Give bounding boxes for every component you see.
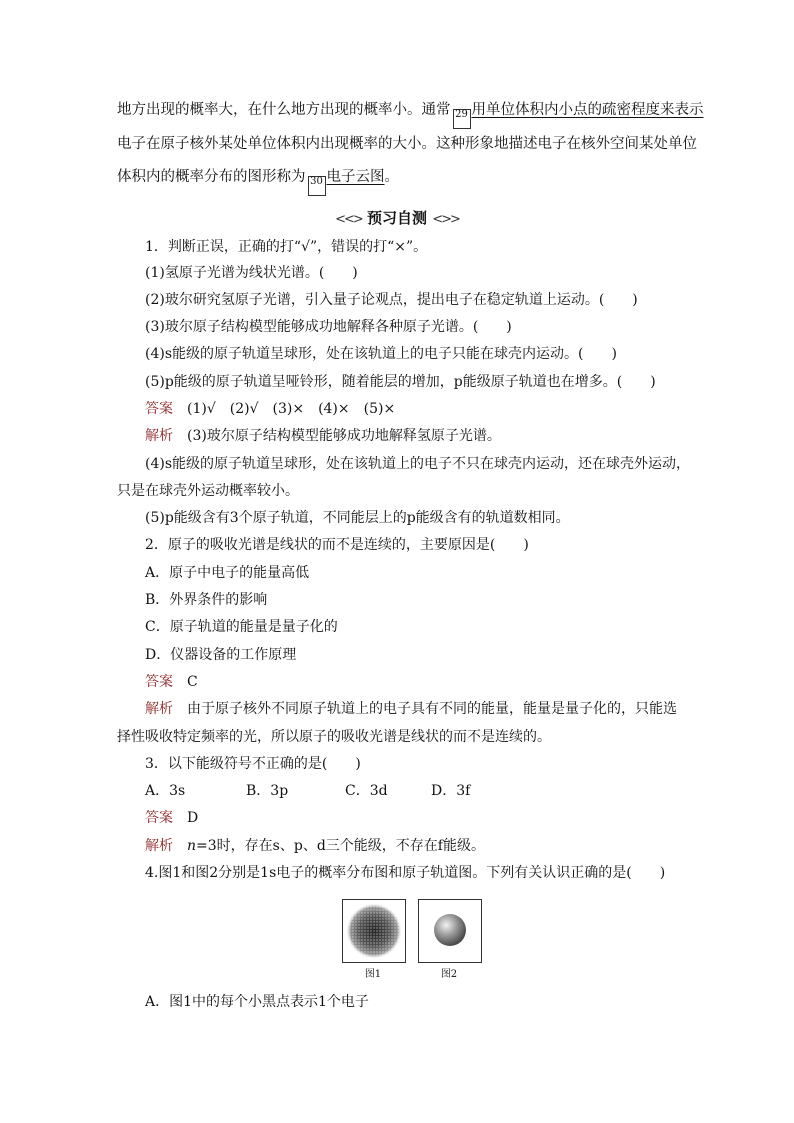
- electron-cloud-icon: [343, 900, 405, 962]
- intro-line-1: 地方出现的概率大，在什么地方出现的概率小。通常 29 用单位体积内小点的疏密程度来表示: [117, 100, 704, 129]
- q3-option-d: D．3f: [431, 783, 471, 799]
- q1-analysis-line: (4)s能级的原子轨道呈球形，处在该轨道上的电子不只在球壳内运动，还在球壳外运动，: [145, 456, 691, 472]
- q2-analysis: 解析 由于原子核外不同原子轨道上的电子具有不同的能量，能量是量子化的，只能选: [145, 701, 677, 717]
- q1-analysis: 解析 (3)玻尔原子结构模型能够成功地解释氢原子光谱。: [145, 428, 501, 444]
- sphere-icon: [419, 900, 481, 962]
- q1-item: (3)玻尔原子结构模型能够成功地解释各种原子光谱。( ): [145, 319, 512, 335]
- title-decoration-right: <>>: [432, 212, 459, 227]
- q1-analysis-line: 只是在球壳外运动概率较小。: [117, 483, 299, 499]
- q3-option-a: A．3s: [145, 783, 186, 799]
- figure-1-electron-cloud: [342, 899, 406, 963]
- q2-option-c: C．原子轨道的能量是量子化的: [145, 619, 338, 635]
- q3-option-b: B．3p: [246, 783, 289, 799]
- q1-item: (2)玻尔研究氢原子光谱，引入量子论观点，提出电子在稳定轨道上运动。( ): [145, 292, 638, 308]
- intro-line-3: 体积内的概率分布的图形称为 30 电子云图。: [117, 167, 399, 196]
- q4-stem: 4.图1和图2分别是1s电子的概率分布图和原子轨道图。下列有关认识正确的是( ): [145, 865, 666, 881]
- figure-2-orbital-sphere: [418, 899, 482, 963]
- section-title: <<> 预习自测 <>>: [335, 209, 459, 227]
- q2-option-a: A．原子中电子的能量高低: [145, 565, 310, 581]
- blank-box-29: 29: [453, 109, 471, 129]
- q2-analysis-line: 择性吸收特定频率的光，所以原子的吸收光谱是线状的而不是连续的。: [117, 729, 551, 745]
- q3-options: [145, 781, 470, 801]
- q2-stem: 2．原子的吸收光谱是线状的而不是连续的，主要原因是( ): [145, 537, 529, 553]
- q2-answer: 答案 C: [145, 674, 198, 690]
- q2-option-b: B．外界条件的影响: [145, 592, 268, 608]
- q1-item: (1)氢原子光谱为线状光谱。( ): [145, 265, 358, 281]
- q4-option-a: A．图1中的每个小黑点表示1个电子: [145, 994, 369, 1010]
- q3-option-c: C．3d: [345, 783, 388, 799]
- intro-line-2: 电子在原子核外某处单位体积内出现概率的大小。这种形象地描述电子在核外空间某处单位: [117, 136, 697, 152]
- q1-item: (5)p能级的原子轨道呈哑铃形，随着能层的增加，p能级原子轨道也在增多。( ): [145, 374, 656, 390]
- q3-stem: 3．以下能级符号不正确的是( ): [145, 756, 361, 772]
- q1-answer: 答案 (1)√ (2)√ (3)× (4)× (5)×: [145, 401, 396, 417]
- q3-analysis: 解析 n=3时，存在s、p、d三个能级，不存在f能级。: [145, 838, 485, 854]
- figure-2-caption: 图2: [440, 969, 458, 980]
- q2-option-d: D．仪器设备的工作原理: [145, 647, 297, 663]
- q1-stem: 1．判断正误，正确的打“√”，错误的打“×”。: [145, 239, 428, 255]
- figure-1-caption: 图1: [364, 969, 382, 980]
- q1-analysis-line: (5)p能级含有3个原子轨道，不同能层上的p能级含有的轨道数相同。: [145, 510, 570, 526]
- blank-box-30: 30: [308, 176, 326, 196]
- q1-item: (4)s能级的原子轨道呈球形，处在该轨道上的电子只能在球壳内运动。( ): [145, 346, 617, 362]
- q3-answer: 答案 D: [145, 810, 199, 826]
- title-decoration-left: <<>: [335, 212, 362, 227]
